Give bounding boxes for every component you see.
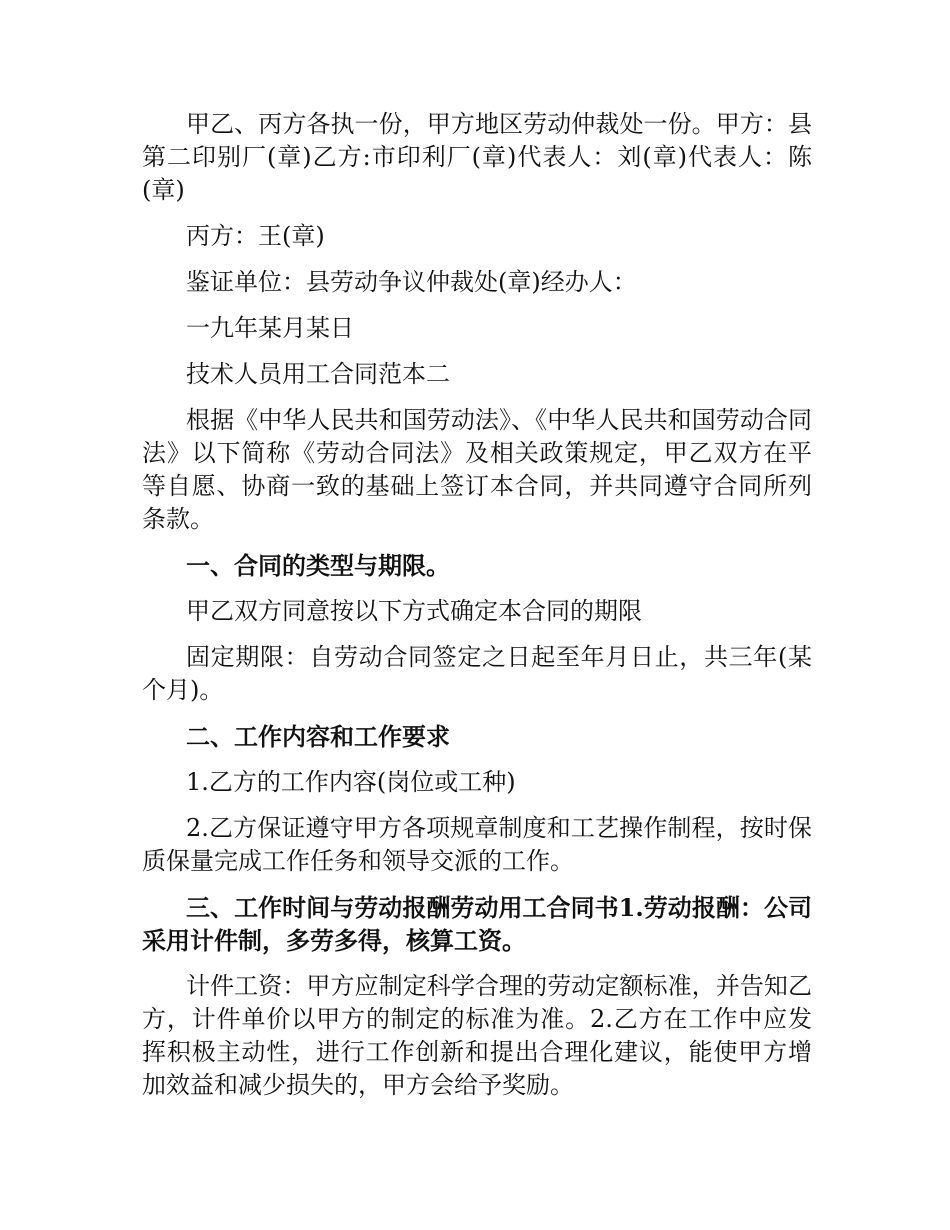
paragraph-job-content: 1.乙方的工作内容(岗位或工种) bbox=[186, 768, 516, 796]
paragraph-piece-wage: 计件工资：甲方应制定科学合理的劳动定额标准，并告知乙方，计件单价以甲方的制定的标准为准。2.乙方在工作中应发挥积极主动性，进行工作创新和提出合理化建议，能使甲方增加效益和减少损失的，甲方会给予奖励。 bbox=[142, 972, 812, 1099]
paragraph-witness: 鉴证单位：县劳动争议仲裁处(章)经办人： bbox=[186, 268, 637, 296]
paragraph-party-c: 丙方：王(章) bbox=[186, 222, 325, 250]
paragraph-job-requirements: 2.乙方保证遵守甲方各项规章制度和工艺操作制程，按时保质保量完成工作任务和领导交派的工作。 bbox=[142, 814, 812, 875]
heading-section-3: 三、工作时间与劳动报酬劳动用工合同书1.劳动报酬：公司采用计件制，多劳多得，核算工资。 bbox=[142, 893, 812, 955]
paragraph-term-intro: 甲乙双方同意按以下方式确定本合同的期限 bbox=[186, 597, 642, 625]
heading-section-2: 二、工作内容和工作要求 bbox=[186, 722, 450, 751]
heading-section-1: 一、合同的类型与期限。 bbox=[186, 551, 450, 580]
document-page bbox=[142, 108, 812, 1115]
paragraph-date: 一九年某月某日 bbox=[186, 314, 354, 342]
paragraph-preamble: 根据《中华人民共和国劳动法》、《中华人民共和国劳动合同法》以下简称《劳动合同法》及相关政策规定，甲乙双方在平等自愿、协商一致的基础上签订本合同，并共同遵守合同所列条款。 bbox=[142, 406, 812, 533]
paragraph-signatures: 甲乙、丙方各执一份，甲方地区劳动仲裁处一份。甲方：县第二印别厂(章)乙方:市印利厂(章)代表人：刘(章)代表人：陈(章) bbox=[142, 110, 812, 204]
paragraph-fixed-term: 固定期限：自劳动合同签定之日起至年月日止，共三年(某个月)。 bbox=[142, 643, 812, 704]
paragraph-template-title: 技术人员用工合同范本二 bbox=[186, 360, 450, 388]
